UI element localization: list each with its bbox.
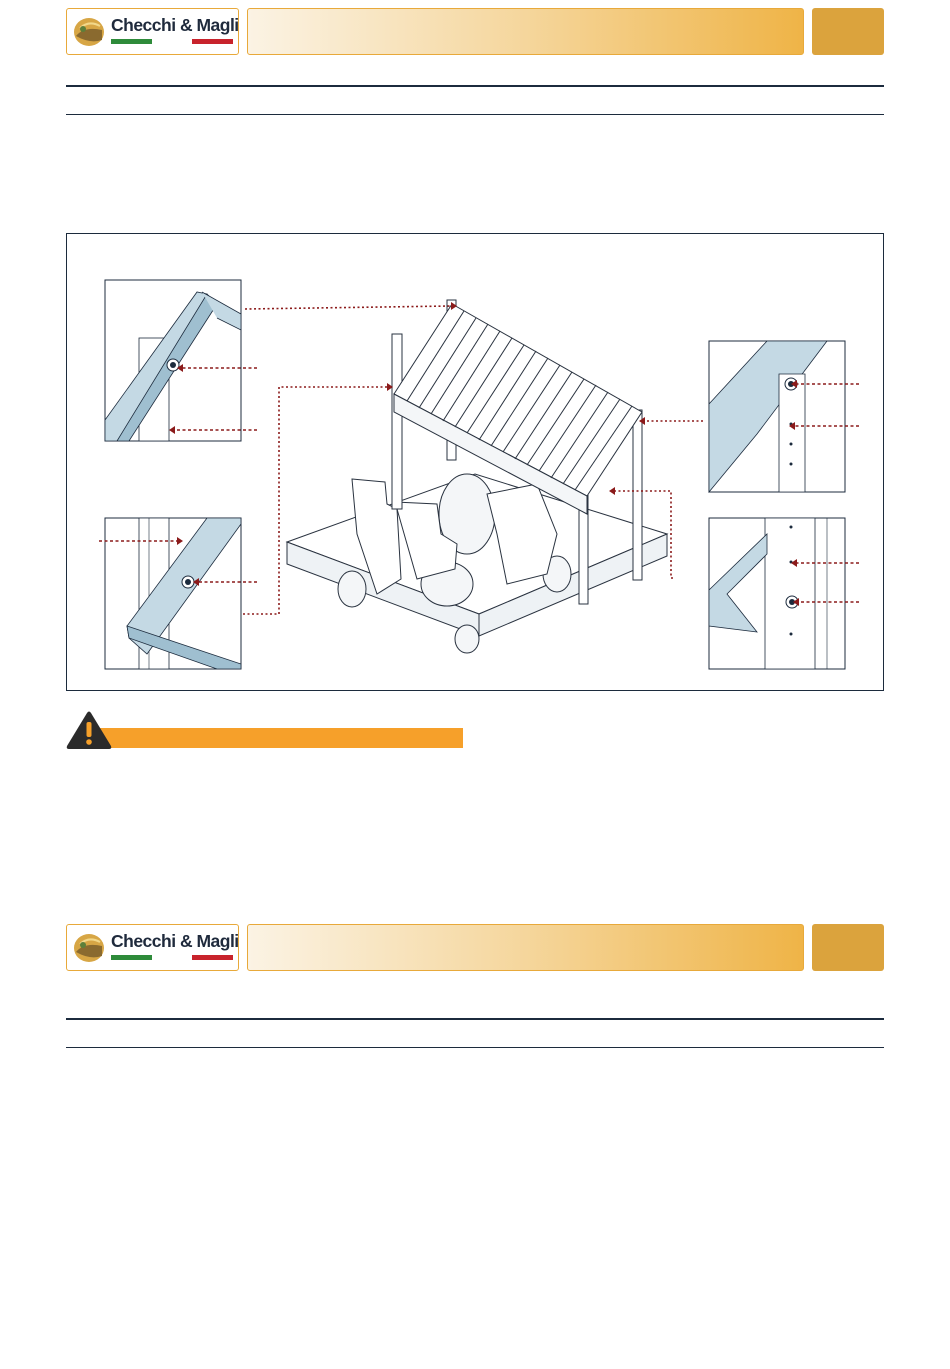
brand-name: Checchi & Magli <box>111 15 239 35</box>
detail-top-left <box>105 280 241 441</box>
page-number-tab-second <box>812 924 884 971</box>
brand-flag-stripe <box>111 955 233 960</box>
header-title-bar-second <box>247 924 804 971</box>
detail-top-right <box>709 341 845 492</box>
detail-bottom-right <box>709 518 845 669</box>
assembly-figure <box>66 233 884 691</box>
brand-name-second: Checchi & Magli <box>111 931 239 951</box>
warning-banner <box>90 728 463 748</box>
logo-emblem-icon <box>72 932 106 964</box>
section-rule-bottom-second <box>66 1047 884 1048</box>
machine-assembly <box>287 300 667 653</box>
section-rule-top <box>66 85 884 87</box>
header-title-bar <box>247 8 804 55</box>
warning-triangle-icon <box>65 710 113 750</box>
brand-logo-second <box>66 924 239 971</box>
page-number-tab <box>812 8 884 55</box>
brand-flag-stripe <box>111 39 233 44</box>
section-rule-top-second <box>66 1018 884 1020</box>
logo-emblem-icon <box>72 16 106 48</box>
section-rule-bottom <box>66 114 884 115</box>
rack-assembly-drawing <box>67 234 885 692</box>
brand-logo <box>66 8 239 55</box>
